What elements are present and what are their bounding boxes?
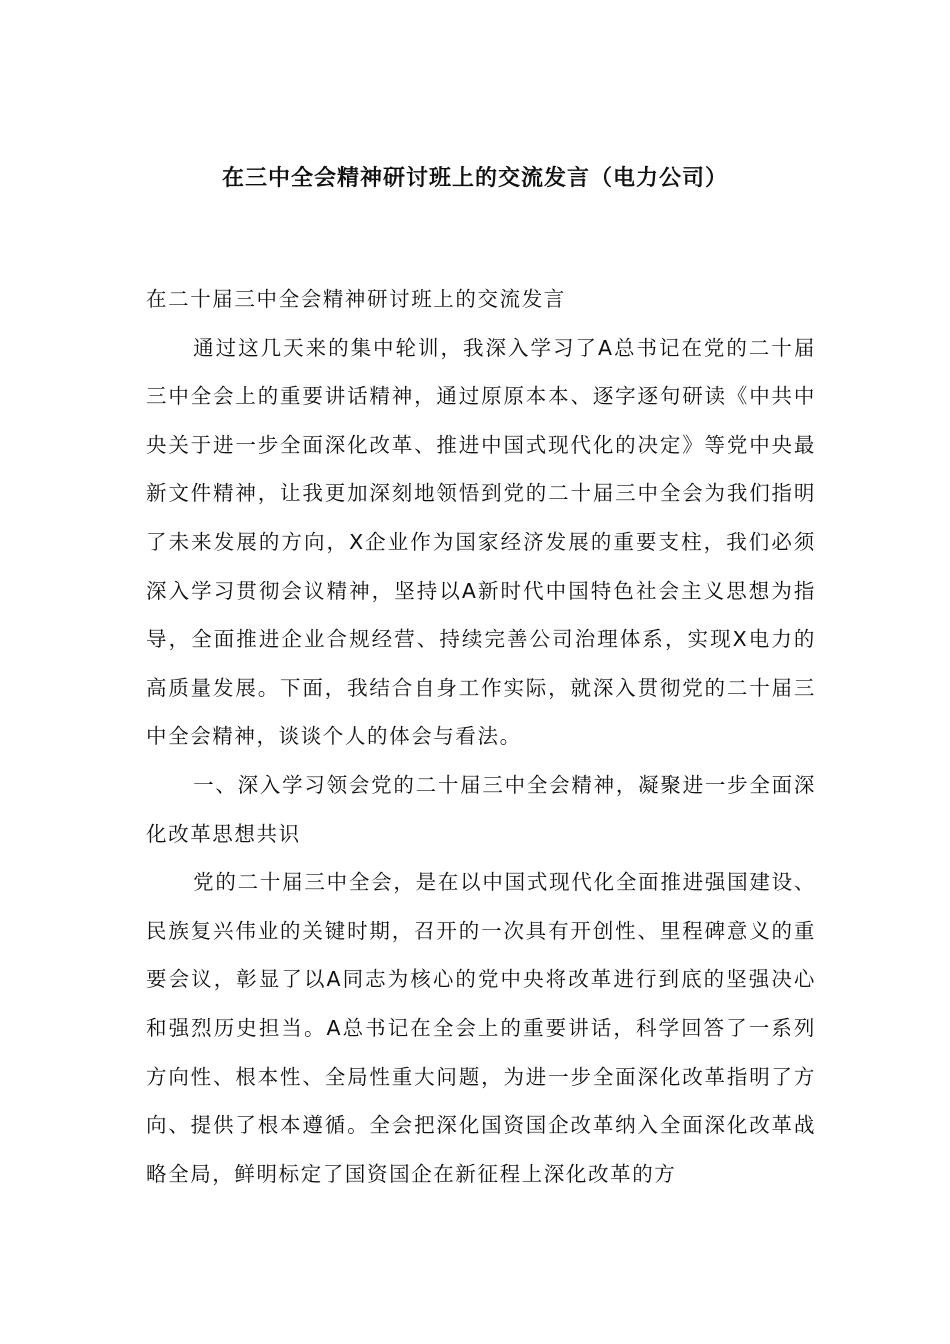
body-paragraph: 党的二十届三中全会，是在以中国式现代化全面推进强国建设、民族复兴伟业的关键时期，召开的一次具有开创性、里程碑意义的重要会议，彰显了以A同志为核心的党中央将改革进行到底的坚强决心和强烈历史担当。A总书记在全会上的重要讲话，科学回答了一系列方向性、根本性、全局性重大问题，为进一步全面深化改革指明了方向、提供了根本遵循。全会把深化国资国企改革纳入全面深化改革战略全局，鲜明标定了国资国企在新征程上深化改革的方	[146, 870, 816, 1186]
document-body	[146, 275, 816, 1198]
body-paragraph: 通过这几天来的集中轮训，我深入学习了A总书记在党的二十届三中全会上的重要讲话精神，通过原原本本、逐字逐句研读《中共中央关于进一步全面深化改革、推进中国式现代化的决定》等党中央最新文件精神，让我更加深刻地领悟到党的二十届三中全会为我们指明了未来发展的方向，X企业作为国家经济发展的重要支柱，我们必须深入学习贯彻会议精神，坚持以A新时代中国特色社会主义思想为指导，全面推进企业合规经营、持续完善公司治理体系，实现X电力的高质量发展。下面，我结合自身工作实际，就深入贯彻党的二十届三中全会精神，谈谈个人的体会与看法。	[146, 335, 816, 749]
document-title: 在三中全会精神研讨班上的交流发言（电力公司）	[221, 166, 728, 191]
section-heading: 一、深入学习领会党的二十届三中全会精神，凝聚进一步全面深化改革思想共识	[146, 772, 816, 846]
subtitle-paragraph: 在二十届三中全会精神研讨班上的交流发言	[146, 287, 566, 311]
